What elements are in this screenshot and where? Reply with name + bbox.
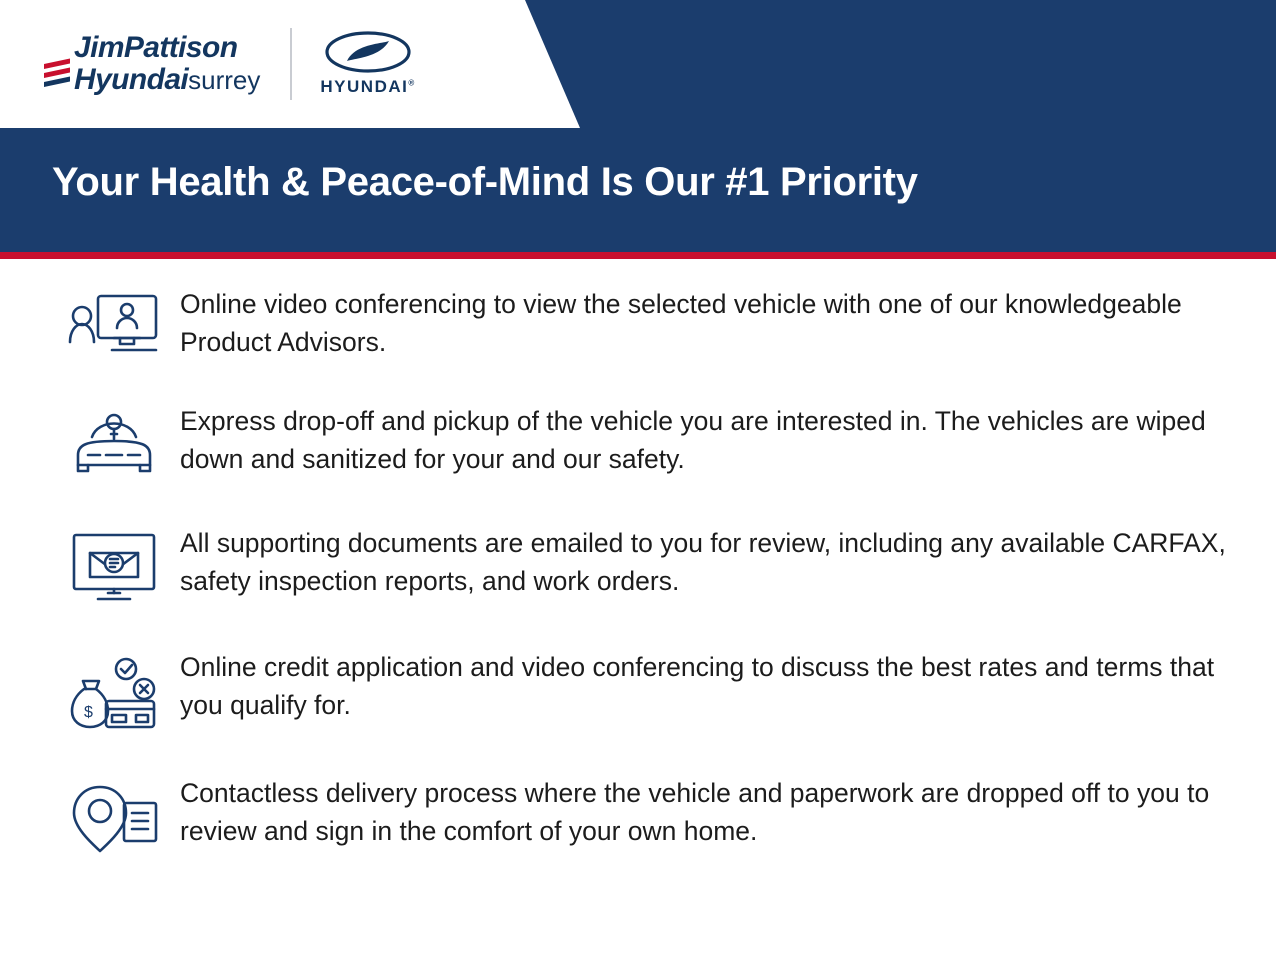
list-item [0,649,1276,733]
dealer-name-surrey: surrey [188,65,261,95]
list-item [0,775,1276,857]
location-delivery-icon [48,775,180,857]
benefits-list [0,280,1276,879]
list-item [0,286,1276,361]
dealer-name-hyundai: Hyundai [74,63,189,96]
svg-text:$: $ [84,704,93,722]
accent-rule [0,252,1276,259]
list-item-text: Express drop-off and pickup of the vehicle you are interested in. The vehicles are wiped down and sanitized for your and our safety. [180,406,1206,474]
logo-divider [290,28,292,100]
dealer-name-line2 [74,65,260,95]
hyundai-wordmark: HYUNDAI® [320,77,416,96]
list-item [0,525,1276,603]
hyundai-brand-logo [320,31,415,97]
page-title: Your Health & Peace-of-Mind Is Our #1 Priority [52,160,918,204]
hyundai-h-icon [325,31,411,73]
list-item-text: Online video conferencing to view the selected vehicle with one of our knowledgeable Product Advisors. [180,289,1182,357]
dealer-logo [44,28,416,100]
video-conference-icon [48,286,180,358]
credit-application-icon [48,649,180,733]
car-key-icon [48,403,180,481]
email-documents-icon [48,525,180,603]
list-item-text: All supporting documents are emailed to you for review, including any available CARFAX, safety inspection reports, and work orders. [180,528,1226,596]
list-item [0,403,1276,481]
jim-pattison-logo [44,33,260,95]
jim-pattison-flag-icon [44,48,70,90]
dealer-name [74,33,260,95]
dealer-name-line1: JimPattison [74,31,238,64]
list-item-text: Contactless delivery process where the vehicle and paperwork are dropped off to you to review and sign in the comfort of your own home. [180,778,1210,846]
list-item-text: Online credit application and video conferencing to discuss the best rates and terms that you qualify for. [180,652,1215,720]
